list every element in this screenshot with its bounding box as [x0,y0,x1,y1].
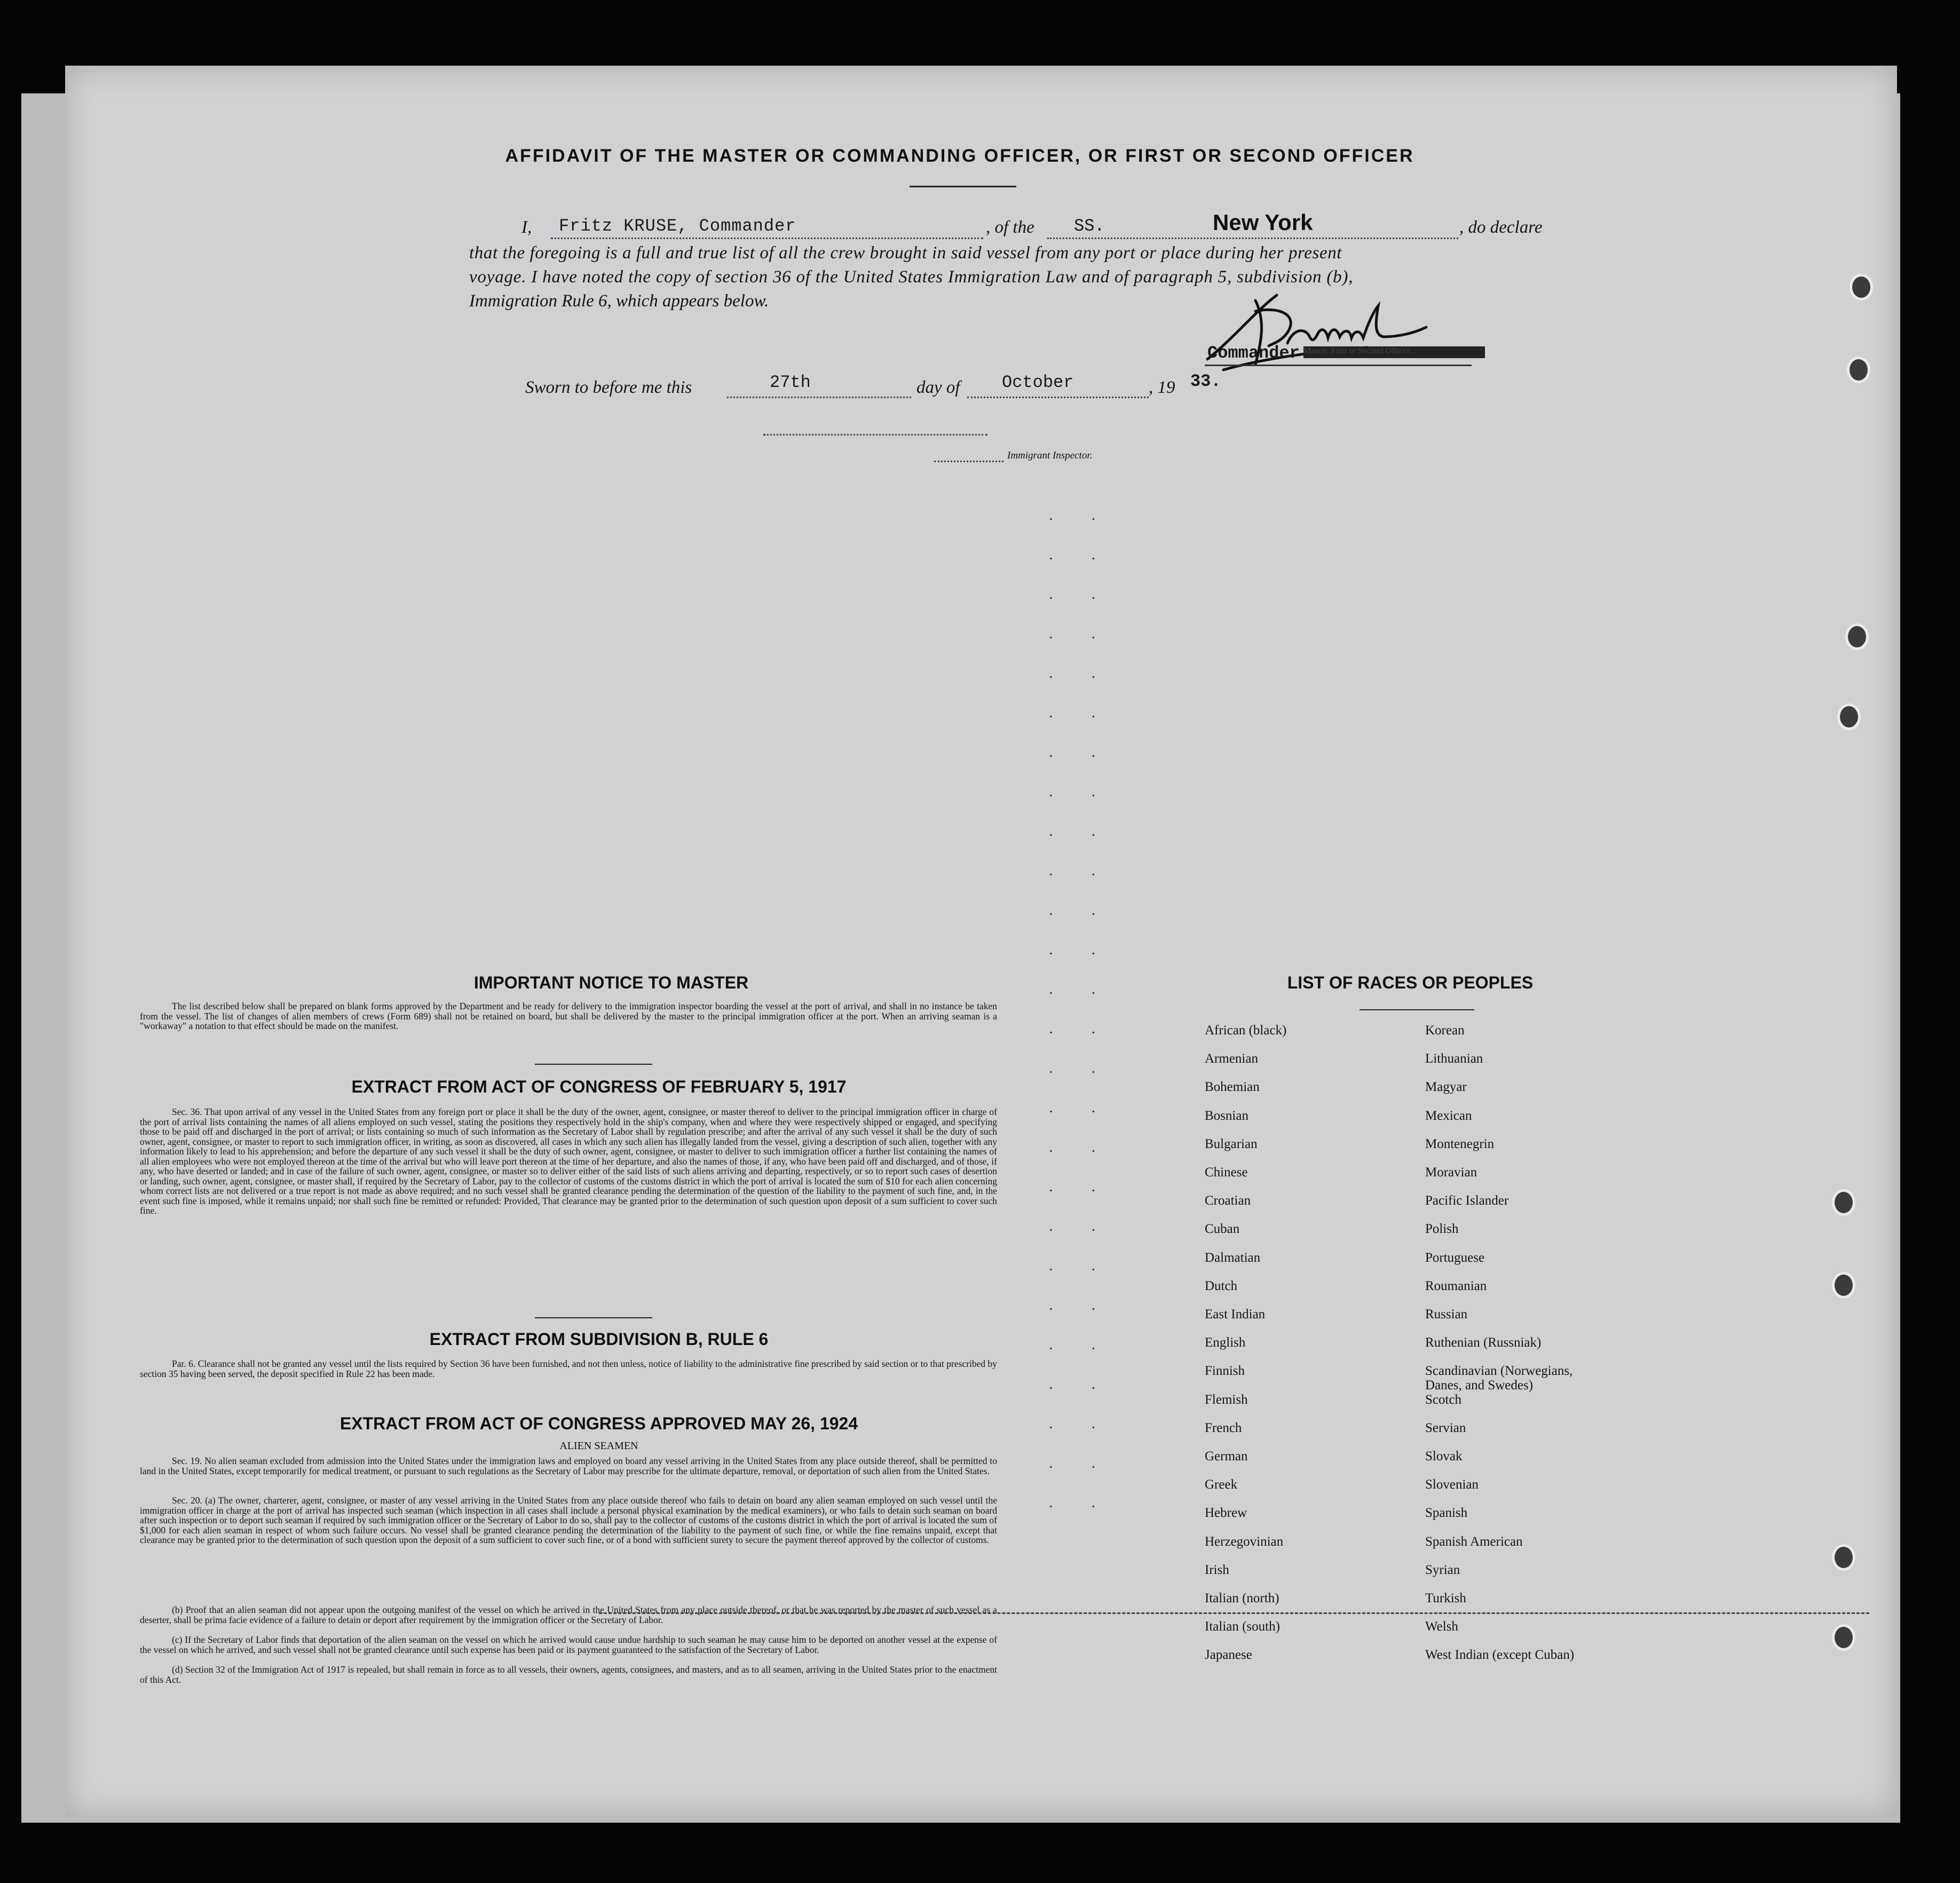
race-item: Japanese [1205,1648,1252,1663]
races-heading: LIST OF RACES OR PEOPLES [1287,973,1534,992]
race-item: Herzegovinian [1205,1534,1284,1549]
race-item: Scandinavian (Norwegians, [1425,1364,1573,1379]
punch-hole [1832,1272,1855,1299]
notice-heading: IMPORTANT NOTICE TO MASTER [473,973,749,992]
affidavit-line-3: voyage. I have noted the copy of section 36 of the United States Immigration Law and of paragraph 5, subdivision (b), [469,267,1354,287]
vessel-prefix[interactable]: SS. [1074,216,1105,236]
affidavit-line-2: that the foregoing is a full and true list of all the crew brought in said vessel from any port or place during her present [469,243,1342,263]
act-1924-subheading: ALIEN SEAMEN [559,1440,638,1452]
sworn-month[interactable]: October [1002,373,1074,392]
race-item: Ruthenian (Russniak) [1425,1335,1542,1350]
race-item: Armenian [1205,1051,1258,1066]
punch-hole [1832,1189,1855,1216]
race-item: Chinese [1205,1165,1248,1180]
perforation-dots: . . . . . . . . . . . . . . . . . . . . . . . . . . . . . . . . . . . . . . . . . . . . . . . . . . . . [1049,507,1113,1510]
race-item: Bosnian [1205,1108,1248,1123]
act-1924-sec20a: Sec. 20. (a) The owner, charterer, agent, consignee, or master of any vessel arriving in the United States from any place outside thereof who fails to detain on board any alien seaman employed on such vessel until the immigration officer in charge at the port of arrival has inspected such seaman (which inspection in all cases shall include a personal physical examination by the medical examiners), or who fails to detain such seaman on board after such inspection or to deport such seaman if required by such immigration officer or the Secretary of Labor to do so, shall pay to the collector of customs of the customs district in which the port of arrival is located the sum of $1,000 for each alien seaman in respect of whom such failure occurs. No vessel shall be granted clearance pending the determination of the liability to the payment of such fine, or while the fine remains unpaid, except that clearance may be granted prior to the determination of such question upon the deposit of a sum sufficient to cover such fine, or of a bond with sufficient surety to secure the payment thereof approved by the collector of customs. [140,1495,997,1545]
race-item: Korean [1425,1023,1465,1038]
sworn-label: Sworn to before me this [525,378,692,397]
race-item: Cuban [1205,1222,1240,1237]
punch-hole [1832,1624,1855,1651]
race-item: Bulgarian [1205,1136,1258,1151]
punch-hole [1832,1544,1855,1571]
signer-title[interactable]: Commander [1207,343,1300,363]
rule6-heading: EXTRACT FROM SUBDIVISION B, RULE 6 [429,1330,769,1349]
race-item: East Indian [1205,1307,1266,1322]
struck-title-text: Master, First or Second Officer [1303,346,1410,355]
signature-line [1205,365,1472,366]
vessel-name[interactable]: New York [1213,210,1313,235]
title-divider [910,186,1016,187]
race-item: Russian [1425,1307,1468,1322]
race-item: Polish [1425,1222,1459,1237]
act-1924-heading: EXTRACT FROM ACT OF CONGRESS APPROVED MAY 26, 1924 [339,1414,858,1433]
race-item: Roumanian [1425,1278,1487,1293]
race-item: Slovak [1425,1449,1463,1463]
race-item: Lithuanian [1425,1051,1483,1066]
punch-hole [1847,357,1870,383]
race-item: Moravian [1425,1165,1477,1180]
do-declare-label: , do declare [1459,218,1543,237]
race-item: Greek [1205,1477,1238,1492]
year-prefix: , 19 [1149,378,1175,397]
inspector-signature-blank [763,434,987,436]
affidavit-title: AFFIDAVIT OF THE MASTER OR COMMANDING OFFICER, OR FIRST OR SECOND OFFICER [505,146,1414,166]
act-1924-sec20b: (b) Proof that an alien seaman did not appear upon the outgoing manifest of the vessel on which he arrived in the United States from any place outside thereof, or that he was reported by the master of such vessel as a deserter, shall be prima facie evidence of a failure to detain or deport after requirement by the immigration officer or the Secretary of Labor. [140,1604,997,1625]
race-item: Croatian [1205,1193,1251,1208]
divider [535,1317,652,1318]
affidavit-line-4: Immigration Rule 6, which appears below. [469,291,769,311]
inspector-label-blank [934,461,1003,462]
act-1917-heading: EXTRACT FROM ACT OF CONGRESS OF FEBRUARY 5, 1917 [351,1077,847,1096]
race-item: African (black) [1205,1023,1287,1038]
race-item: Italian (south) [1205,1619,1280,1634]
race-item: Servian [1425,1420,1466,1435]
sworn-day[interactable]: 27th [770,373,811,392]
inspector-label: Immigrant Inspector. [1007,450,1093,461]
act-1924-sec19: Sec. 19. No alien seaman excluded from admission into the United States under the immigration laws and employed on board any vessel arriving in the United States from any place outside thereof, shall be permitted to land in the United States, except temporarily for medical treatment, or pursuant to such regulations as the Secretary of Labor may prescribe for the ultimate departure, removal, or deportation of such alien from the United States. [140,1455,997,1476]
race-item: Syrian [1425,1562,1460,1577]
act-1917-text: Sec. 36. That upon arrival of any vessel in the United States from any foreign port or place it shall be the duty of the owner, agent, consignee, or master thereof to deliver to the principal immigration officer in charge of the port of arrival lists containing the names of all aliens employed on such vessel, stating the positions they respectively hold in the ship's company, when and where they were respectively shipped or engaged, and specifying those to be paid off and discharged in the port of arrival; or lists containing so much of such information as the Secretary of Labor shall by regulation prescribe; and after the arrival of any such vessel it shall be the duty of such owner, agent, consignee, or master to report to such immigration officer, in writing, as soon as discovered, all cases in which any such alien has illegally landed from the vessel, giving a description of such alien, together with any information likely to lead to his apprehension; and before the departure of any such vessel it shall be the duty of such owner, agent, consignee, or master to deliver to such immigration officer a further list containing the names of all alien employees who were not employed thereon at the time of the arrival but who will leave port thereon at the time of her departure, and also the names of those, if any, who have been paid off and discharged, and of those, if any, who have deserted or landed; and in case of the failure of such owner, agent, consignee, or master so to deliver either of the said lists of such aliens arriving and departing, respectively, or so to report such cases of desertion or landing, such owner, agent, consignee, or master shall, if required by the Secretary of Labor, pay to the collector of customs of the customs district in which the port of arrival is located the sum of $10 for each alien concerning whom correct lists are not delivered or a true report is not made as above required; and no such vessel shall be granted clearance pending the determination of the question of the liability to the payment of such fine, and, in the event such fine is imposed, while it remains unpaid; nor shall such fine be remitted or refunded: Provided, That clearance may be granted prior to the determination of such question upon deposit of a sum sufficient to cover such fine. [140,1106,997,1216]
race-item: Irish [1205,1562,1229,1577]
race-item: Dalmatian [1205,1250,1261,1265]
punch-hole [1845,623,1869,650]
fold-line [599,1612,1869,1614]
race-item: Finnish [1205,1364,1245,1379]
race-item: Welsh [1425,1619,1458,1634]
officer-name-field[interactable]: Fritz KRUSE, Commander [559,216,796,236]
punch-hole [1850,274,1873,300]
officer-name-blank [551,238,983,239]
struck-title [1303,346,1485,358]
sworn-month-blank [967,397,1149,398]
race-item: Bohemian [1205,1080,1260,1095]
rule6-text: Par. 6. Clearance shall not be granted any vessel until the lists required by Section 36 have been furnished, and not then unless, notice of liability to the administrative fine prescribed by said section or to that prescribed by section 35 having been served, the deposit specified in Rule 22 has been made. [140,1358,997,1379]
race-item: Dutch [1205,1278,1238,1293]
day-of-label: day of [916,378,960,397]
race-item: Montenegrin [1425,1136,1495,1151]
document-page [65,66,1897,1816]
race-item: German [1205,1449,1248,1463]
vessel-blank [1047,238,1458,239]
race-item: Mexican [1425,1108,1472,1123]
race-item: Hebrew [1205,1506,1247,1521]
race-item: Pacific Islander [1425,1193,1509,1208]
race-item: English [1205,1335,1246,1350]
divider [535,1064,652,1065]
races-divider [1360,1009,1474,1010]
race-item: French [1205,1420,1242,1435]
punch-hole [1837,703,1861,730]
year-suffix[interactable]: 33. [1190,371,1221,391]
sworn-day-blank [727,397,911,398]
race-item: Flemish [1205,1392,1248,1407]
race-item: Danes, and Swedes) [1425,1378,1534,1393]
race-item: Portuguese [1425,1250,1485,1265]
race-item: Slovenian [1425,1477,1479,1492]
affidavit-i: I, [521,218,532,237]
race-item: Italian (north) [1205,1591,1279,1605]
race-item: Spanish American [1425,1534,1523,1549]
race-item: Scotch [1425,1392,1462,1407]
race-item: Turkish [1425,1591,1466,1605]
race-item: Spanish [1425,1506,1468,1521]
of-the-label: , of the [986,218,1034,237]
act-1924-sec20c: (c) If the Secretary of Labor finds that deportation of the alien seaman on the vessel on which he arrived would cause undue hardship to such seaman he may cause him to be deported on another vessel at the expense of the vessel on which he arrived, and such vessel shall not be granted clearance until such expense has been paid or its payment guaranteed to the satisfaction of the Secretary of Labor. [140,1634,997,1655]
act-1924-sec20d: (d) Section 32 of the Immigration Act of 1917 is repealed, but shall remain in force as to all vessels, their owners, agents, consignees, and masters, and as to all seamen, arriving in the United States prior to the enactment of this Act. [140,1664,997,1685]
race-item: Magyar [1425,1080,1467,1095]
race-item: West Indian (except Cuban) [1425,1648,1575,1663]
notice-text: The list described below shall be prepared on blank forms approved by the Department and be ready for delivery to the immigration inspector boarding the vessel at the port of arrival, and shall in no instance be taken from the vessel. The list of changes of alien members of crews (Form 689) shall not be retained on board, but shall be delivered by the master to the principal immigration officer at the port. When an arriving seaman is a "workaway" a notation to that effect should be made on the manifest. [140,1001,997,1031]
